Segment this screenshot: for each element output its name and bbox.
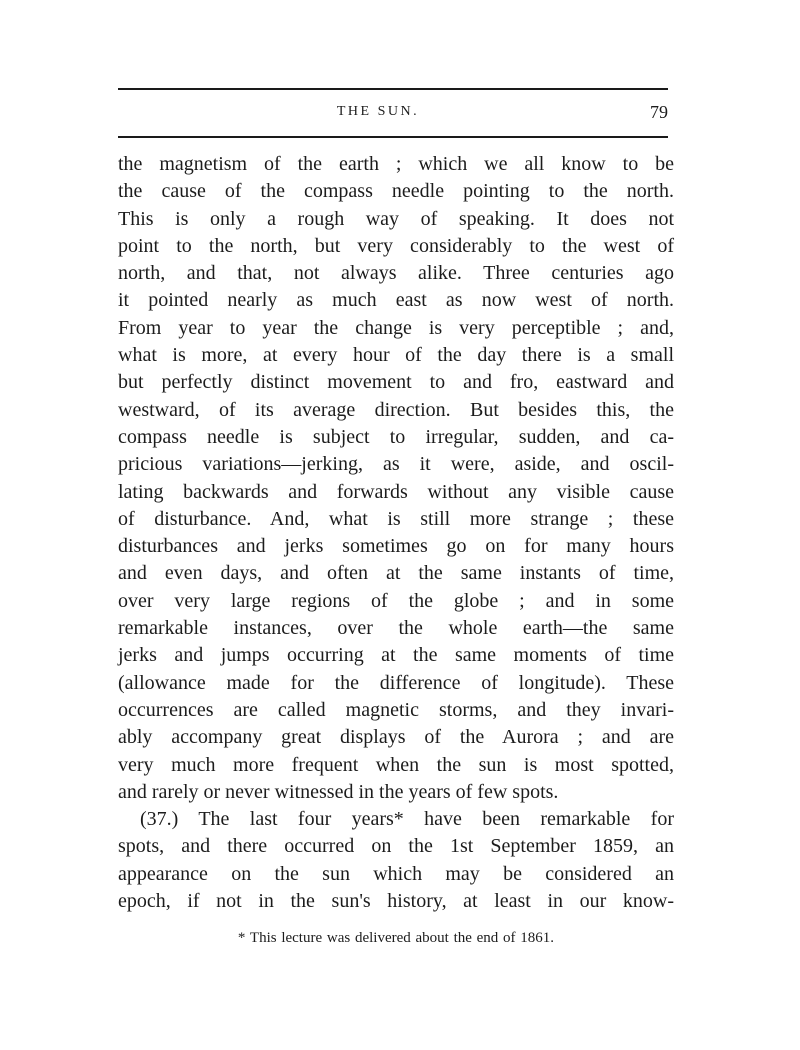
running-head: THE SUN.	[336, 104, 420, 119]
text-line: and even days, and often at the same instants of time,	[118, 562, 674, 585]
text-line: it pointed nearly as much east as now west of north.	[118, 289, 674, 312]
text-line: westward, of its average direction. But besides this, the	[118, 398, 674, 421]
text-line: jerks and jumps occurring at the same moments of time	[118, 644, 674, 667]
paragraph-start-line: (37.) The last four years* have been remarkable for	[140, 808, 674, 831]
text-line: very much more frequent when the sun is most spotted,	[118, 753, 674, 776]
text-line: north, and that, not always alike. Three centuries ago	[118, 262, 674, 285]
text-line: but perfectly distinct movement to and fro, eastward and	[118, 371, 674, 394]
text-line: This is only a rough way of speaking. It does not	[118, 207, 674, 230]
header-rule-bottom	[118, 136, 668, 138]
text-line: what is more, at every hour of the day there is a small	[118, 344, 674, 367]
text-line: disturbances and jerks sometimes go on for many hours	[118, 535, 674, 558]
text-line: appearance on the sun which may be considered an	[118, 862, 674, 885]
text-line: epoch, if not in the sun's history, at least in our know-	[118, 890, 674, 913]
text-line: remarkable instances, over the whole earth—the same	[118, 617, 674, 640]
body-text	[118, 151, 674, 915]
text-line: and rarely or never witnessed in the years of few spots.	[118, 780, 559, 803]
text-line: occurrences are called magnetic storms, and they invari-	[118, 698, 674, 721]
text-line: the magnetism of the earth ; which we all know to be	[118, 153, 674, 175]
text-line: of disturbance. And, what is still more strange ; these	[118, 507, 674, 530]
text-line: over very large regions of the globe ; and in some	[118, 589, 674, 612]
text-line: lating backwards and forwards without any visible cause	[118, 480, 674, 503]
text-line: From year to year the change is very perceptible ; and,	[118, 316, 674, 339]
text-line: pricious variations—jerking, as it were, aside, and oscil-	[118, 453, 674, 476]
footnote: * This lecture was delivered about the end of 1861.	[237, 930, 555, 946]
text-line: ably accompany great displays of the Aurora ; and are	[118, 726, 674, 749]
text-line: compass needle is subject to irregular, sudden, and ca-	[118, 425, 674, 448]
header-rule-top	[118, 88, 668, 90]
text-line: the cause of the compass needle pointing to the north.	[118, 180, 674, 203]
page-number: 79	[650, 102, 668, 122]
text-line: (allowance made for the difference of longitude). These	[118, 671, 674, 694]
text-line: spots, and there occurred on the 1st September 1859, an	[118, 835, 674, 858]
text-line: point to the north, but very considerably to the west of	[118, 234, 674, 257]
